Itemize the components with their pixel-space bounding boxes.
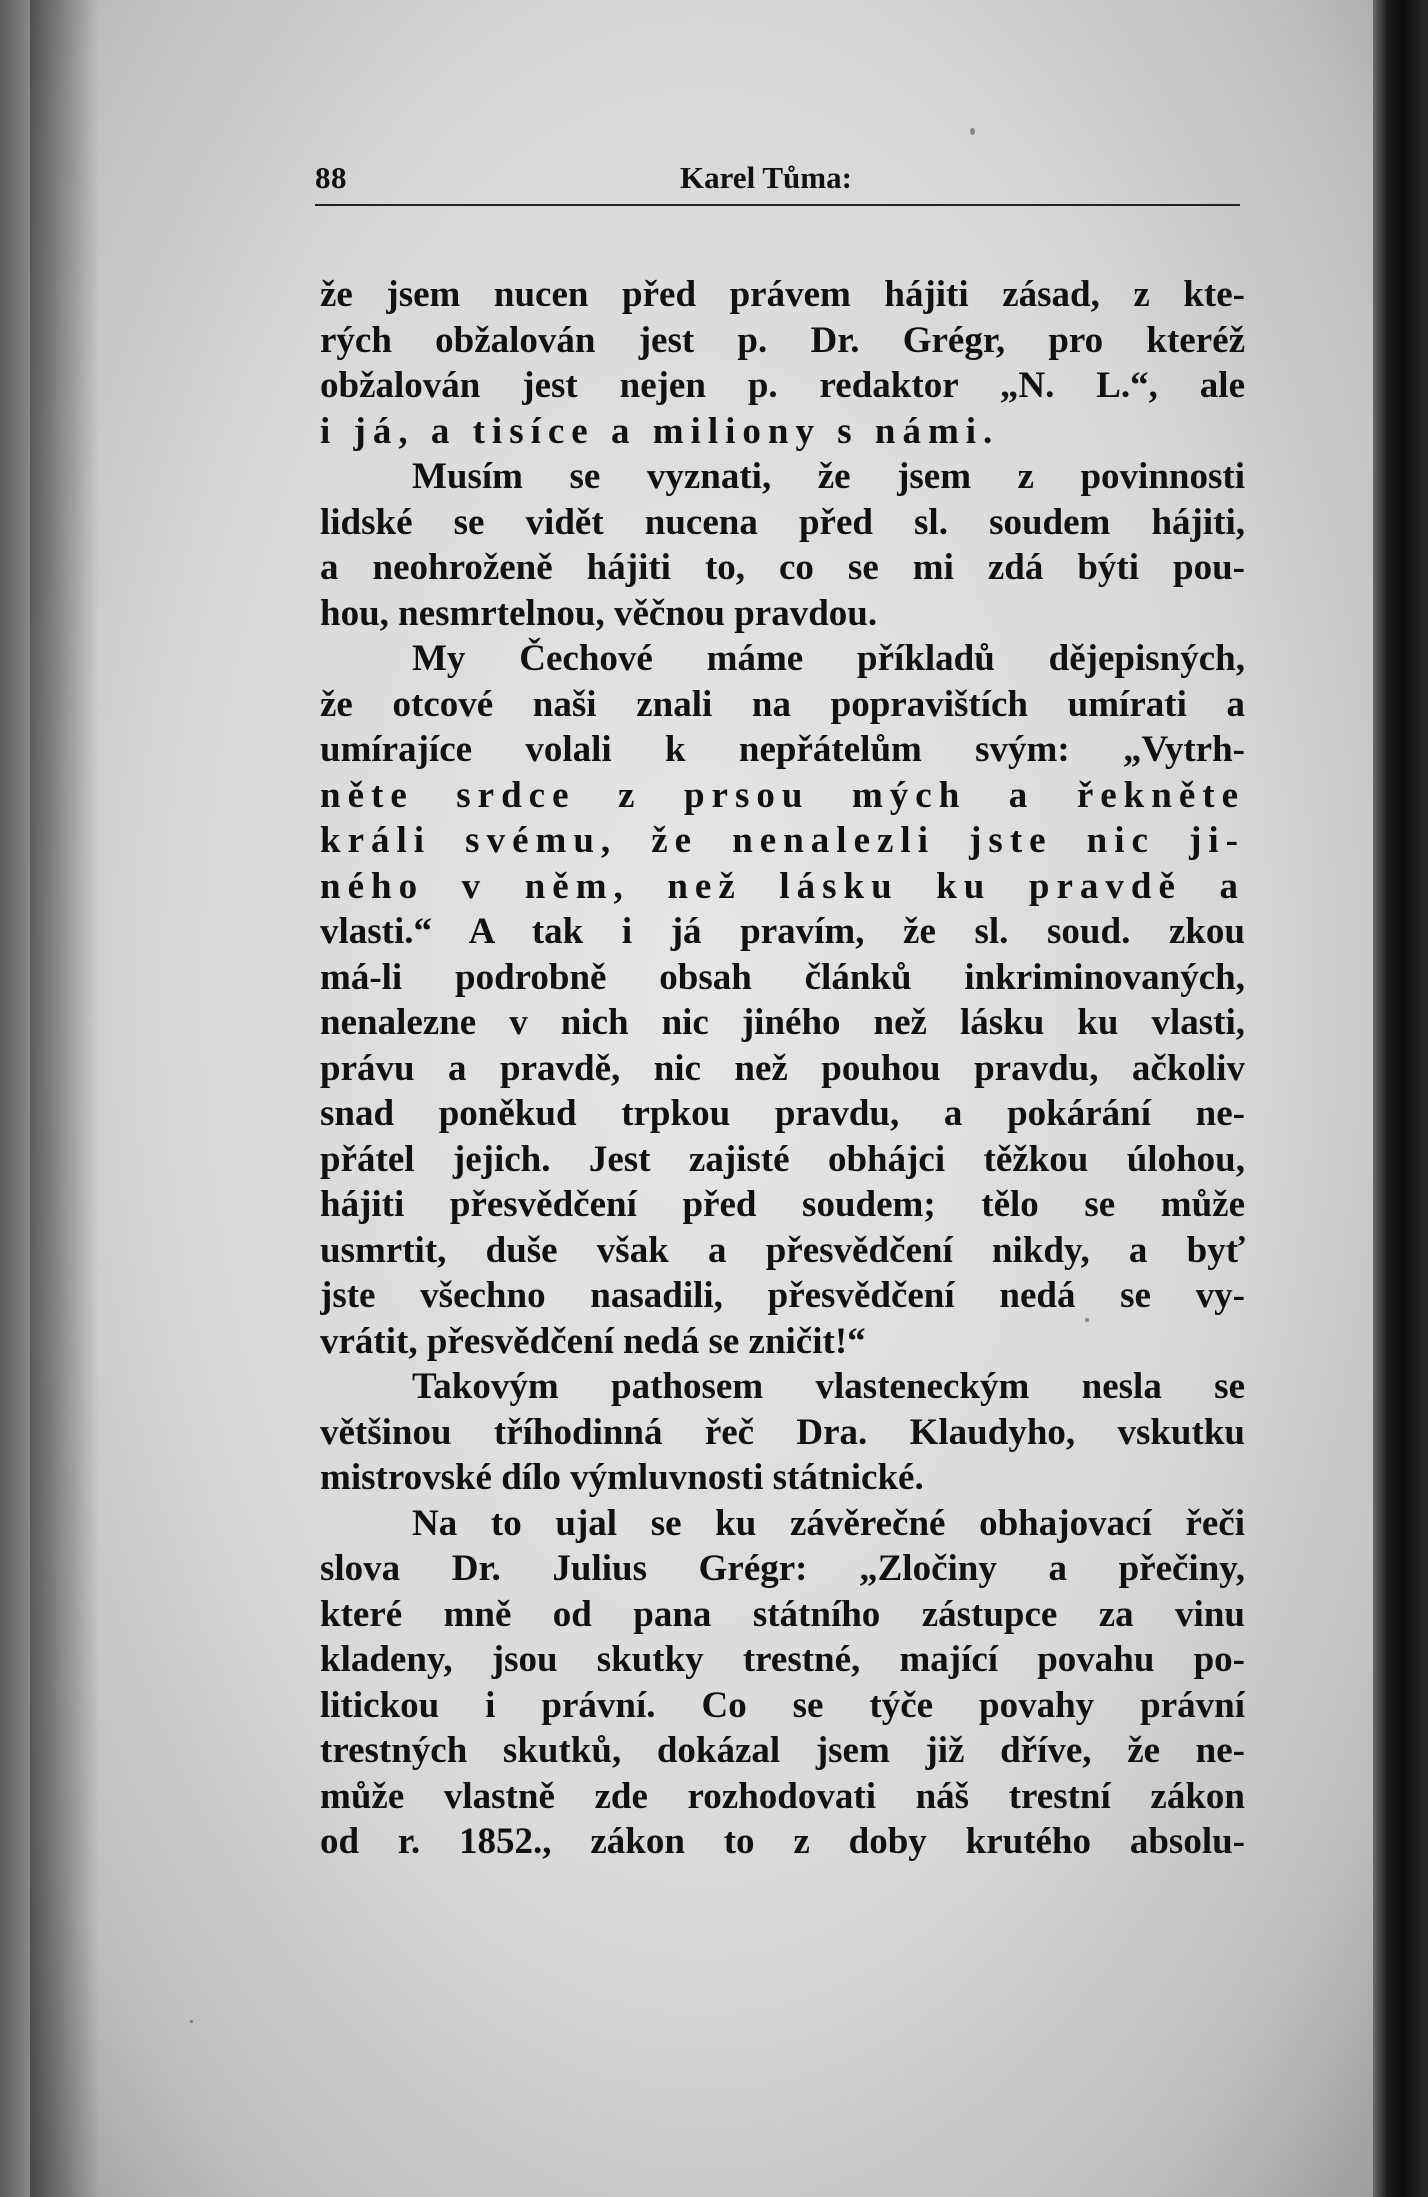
text-line: mistrovské dílo výmluvnosti státnické. [320,1457,924,1498]
text-line: hou, nesmrtelnou, věčnou pravdou. [320,592,878,634]
running-head: Karel Tůma: [680,160,852,195]
text-line: usmrtit, duše však a přesvědčení nikdy, a byť [320,1229,1245,1271]
spaced-text-line: ného v něm, než lásku ku pravdě a [320,865,1245,907]
text-line: snad poněkud trpkou pravdu, a pokárání ne- [320,1093,1245,1134]
text-line: přátel jejich. Jest zajisté obhájci těžkou úlohou, [320,1138,1245,1180]
text-line: které mně od pana státního zástupce za vinu [320,1593,1245,1635]
spaced-text-line: králi svému, že nenalezli jste nic ji- [320,820,1245,861]
paragraph-start-line: Takovým pathosem vlasteneckým nesla se [412,1366,1245,1407]
text-line: lidské se vidět nucena před sl. soudem hájiti, [320,501,1245,543]
scan-speck [190,2020,193,2023]
text-line: slova Dr. Julius Grégr: „Zločiny a přečiny, [320,1548,1245,1589]
paragraph-start-line: Musím se vyznati, že jsem z povinnosti [412,456,1245,497]
text-line: obžalován jest nejen p. redaktor „N. L.“, ale [320,365,1245,406]
text-line: trestných skutků, dokázal jsem již dříve, že ne- [320,1730,1245,1771]
spaced-text-line: něte srdce z prsou mých a řekněte [320,774,1245,816]
text-line: většinou tříhodinná řeč Dra. Klaudyho, vskutku [320,1411,1245,1453]
text-line: vlasti.“ A tak i já pravím, že sl. soud. zkou [320,911,1245,952]
text-line: od r. 1852., zákon to z doby krutého absolu- [320,1821,1245,1862]
scan-speck [970,128,975,135]
body-text [320,272,1245,1865]
text-line: rých obžalován jest p. Dr. Grégr, pro kteréž [320,319,1245,361]
text-line: může vlastně zde rozhodovati náš trestní zákon [320,1775,1245,1817]
text-line: a neohroženě hájiti to, co se mi zdá býti pou- [320,547,1245,588]
page-header [315,160,1240,206]
page-edge-shadow [30,0,100,2197]
text-line: že jsem nucen před právem hájiti zásad, z kte- [320,274,1245,315]
book-binding-edge [1373,0,1428,2197]
text-line: nenalezne v nich nic jiného než lásku ku vlasti, [320,1002,1245,1043]
scan-speck [1085,1318,1089,1322]
paragraph-start-line: Na to ujal se ku závěrečné obhajovací řeči [412,1502,1245,1544]
text-line: hájiti přesvědčení před soudem; tělo se může [320,1184,1245,1225]
text-line: právu a pravdě, nic než pouhou pravdu, ačkoliv [320,1047,1245,1089]
text-line: jste všechno nasadili, přesvědčení nedá se vy- [320,1275,1245,1316]
text-line: vrátit, přesvědčení nedá se zničit!“ [320,1320,866,1362]
text-line: má-li podrobně obsah článků inkriminovaných, [320,956,1245,998]
text-line: litickou i právní. Co se týče povahy právní [320,1684,1245,1726]
paragraph-start-line: My Čechové máme příkladů dějepisných, [412,638,1245,679]
book-page [30,0,1375,2197]
text-line: i já, a tisíce a miliony s námi. [320,410,1000,452]
text-line: kladeny, jsou skutky trestné, mající povahu po- [320,1639,1245,1680]
page-number: 88 [315,160,347,195]
text-line: umírajíce volali k nepřátelům svým: „Vytrh- [320,729,1245,770]
text-line: že otcové naši znali na popravištích umírati a [320,683,1245,725]
